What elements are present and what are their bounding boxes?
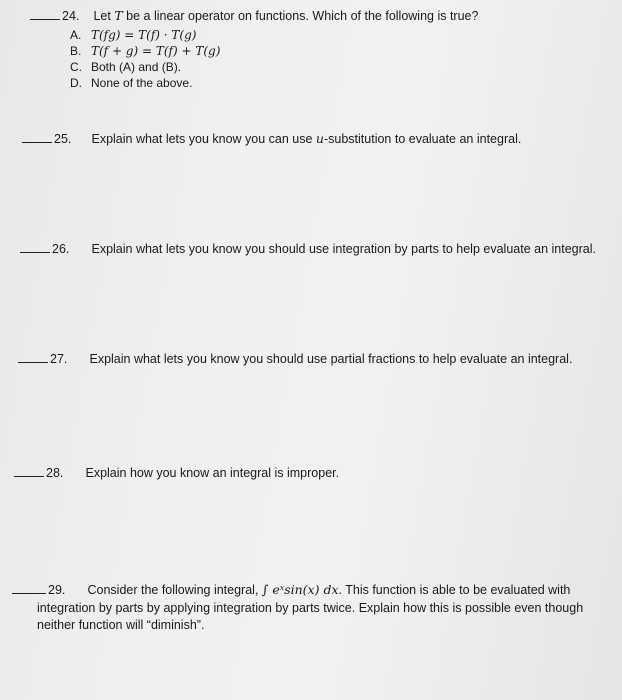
question-29 bbox=[12, 581, 583, 635]
choice-d: D. None of the above. bbox=[70, 76, 193, 90]
choice-list bbox=[70, 27, 220, 91]
question-26 bbox=[20, 241, 596, 257]
math-variable: T bbox=[114, 8, 123, 23]
question-number: 28. bbox=[46, 466, 64, 480]
answer-blank bbox=[22, 131, 52, 143]
question-24 bbox=[30, 8, 478, 24]
answer-blank bbox=[12, 582, 46, 594]
choice-a: A. T(fg) = T(f) · T(g) bbox=[70, 28, 197, 42]
question-27 bbox=[18, 351, 572, 367]
question-28 bbox=[14, 465, 339, 481]
choice-b: B. T(f + g) = T(f) + T(g) bbox=[70, 44, 221, 58]
choice-c: C. Both (A) and (B). bbox=[70, 60, 182, 74]
question-line-1: 29. Consider the following integral, ∫ eˣsin(x) dx. This function is able to be evaluated with bbox=[12, 581, 583, 600]
question-text: Explain how you know an integral is improper. bbox=[85, 466, 340, 480]
question-text: Explain what lets you know you should use integration by parts to help evaluate an integral. bbox=[91, 242, 596, 256]
question-line-2: integration by parts by applying integration by parts twice. Explain how this is possible even though bbox=[37, 600, 584, 615]
integral-expression: ∫ eˣsin(x) dx bbox=[261, 582, 339, 597]
answer-blank bbox=[30, 8, 60, 20]
question-text: Let T be a linear operator on functions. Which of the following is true? bbox=[93, 8, 479, 23]
question-25 bbox=[22, 131, 521, 147]
question-number: 26. bbox=[52, 242, 70, 256]
question-line-3: neither function will “diminish”. bbox=[37, 618, 205, 632]
question-text: Explain what lets you know you should use partial fractions to help evaluate an integral. bbox=[89, 352, 573, 366]
answer-blank bbox=[20, 241, 50, 253]
answer-blank bbox=[18, 351, 48, 363]
question-text: Explain what lets you know you can use u-substitution to evaluate an integral. bbox=[91, 131, 522, 146]
question-number: 24. bbox=[62, 9, 80, 23]
question-number: 27. bbox=[50, 352, 68, 366]
question-number: 25. bbox=[54, 132, 72, 146]
math-variable: u bbox=[315, 131, 324, 146]
answer-blank bbox=[14, 465, 44, 477]
question-number: 29. bbox=[48, 583, 66, 597]
